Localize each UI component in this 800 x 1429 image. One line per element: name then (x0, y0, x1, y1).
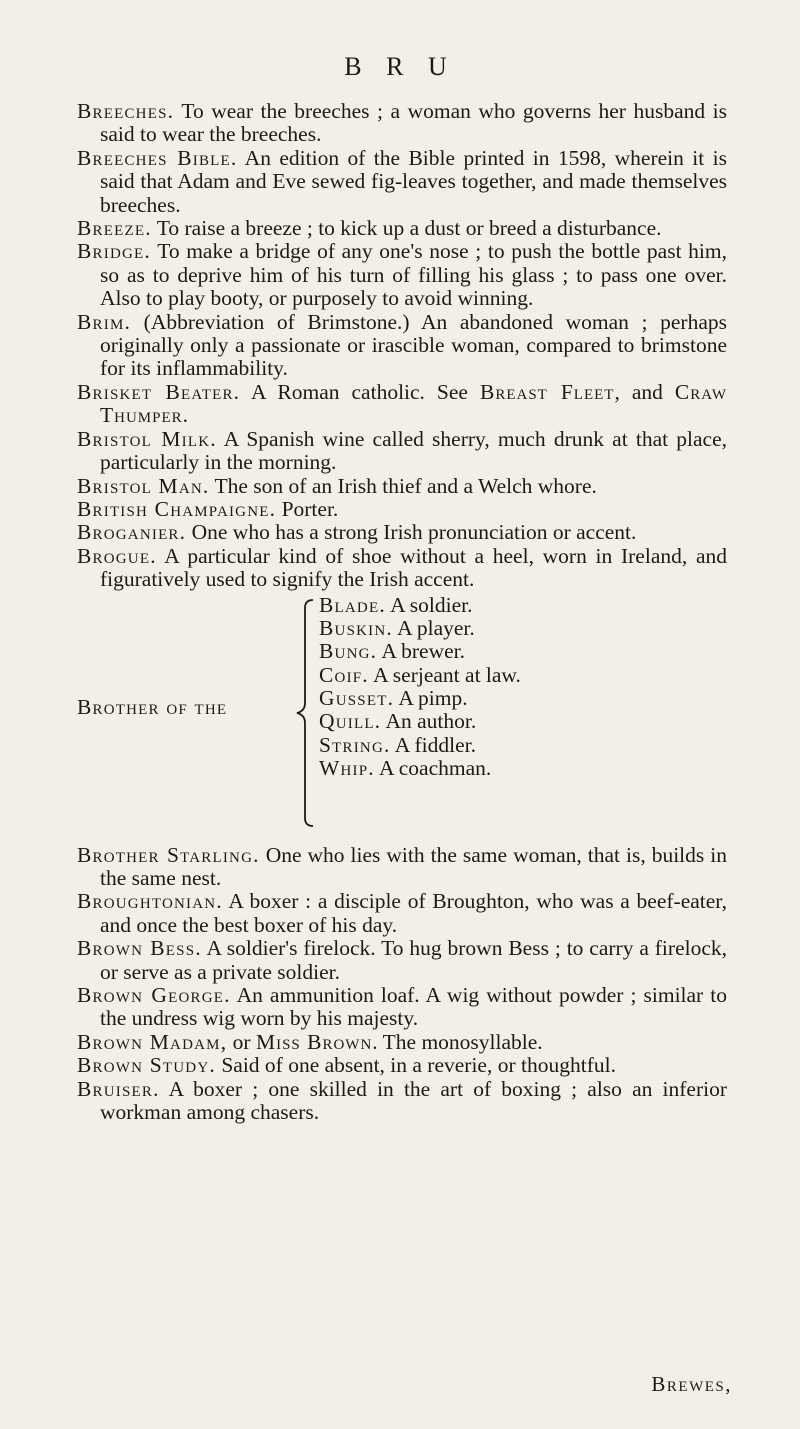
headword: Brim. (77, 309, 132, 334)
brace-word: Whip. (319, 756, 375, 781)
headword: Brown Study. (77, 1053, 216, 1078)
entry-british-champaigne (77, 498, 727, 521)
brace-word: Coif. (319, 662, 369, 687)
definition-connector: , and (614, 379, 675, 404)
entry-bridge (77, 240, 727, 310)
definition: To make a bridge of any one's nose ; to push the bottle past him, so as to deprive him of his turn of filling his glass ; to pass one over. Also to play booty, or purposely to avoid winning. (100, 239, 727, 311)
brace-definition: A fiddler. (390, 732, 476, 757)
definition: A particular kind of shoe without a heel, worn in Ireland, and figuratively used to signify the Irish accent. (100, 543, 727, 592)
entry-breeze (77, 217, 727, 240)
headword: Brown Bess. (77, 936, 202, 961)
brace-definition: A player. (392, 615, 475, 640)
definition: A soldier's firelock. To hug brown Bess ; to carry a firelock, or serve as a private soldier. (100, 936, 727, 984)
headword: Bristol Man. (77, 473, 210, 498)
headword: Brogue. (77, 543, 157, 568)
definition: One who has a strong Irish pronunciation or accent. (186, 520, 637, 545)
brace-definition: A coachman. (374, 756, 492, 781)
headword: Brisket Beater. (77, 379, 241, 404)
entry-bristol-man (77, 475, 727, 498)
entry-bruiser (77, 1078, 727, 1125)
entry-brisket-beater (77, 381, 727, 428)
catchword: Brewes, (651, 1372, 732, 1396)
entry-brown-study (77, 1054, 727, 1077)
entry-brother-starling (77, 844, 727, 891)
brace-word: Gusset. (319, 686, 395, 711)
brother-of-the-label: Brother of the (77, 694, 228, 719)
entry-broganier (77, 521, 727, 544)
entry-brown-madam (77, 1031, 727, 1054)
entry-brogue (77, 545, 727, 592)
brace-definition: An author. (381, 709, 477, 734)
brace-definition: A serjeant at law. (368, 662, 521, 687)
headword: Brown George. (77, 982, 231, 1007)
definition: A boxer : a disciple of Broughton, who was a beef-eater, and once the best boxer of his day. (100, 889, 727, 937)
brother-of-the-list (319, 594, 739, 781)
brace-word: Buskin. (319, 615, 393, 640)
definition: or (227, 1029, 256, 1054)
headword: Bridge. (77, 239, 151, 264)
definition: A Roman catholic. See (240, 379, 480, 404)
list-item (319, 687, 739, 710)
list-item (319, 710, 739, 733)
headword: Breeches Bible. (77, 145, 238, 170)
definition: (Abbreviation of Brimstone.) An abandoned woman ; perhaps originally only a passionate or irascible woman, compared to brimstone for its inflammability. (100, 309, 727, 381)
headword: Brown Madam, (77, 1029, 228, 1054)
headword: Breeches. (77, 99, 175, 123)
cross-reference: Miss Brown (255, 1029, 373, 1054)
headword: Broughtonian. (77, 889, 223, 914)
brace-word: String. (319, 732, 391, 757)
definition: An ammunition loaf. A wig without powder ; similar to the undress wig worn by his majesty. (100, 982, 727, 1031)
definition-end: . (182, 403, 189, 428)
brace-word: Quill. (319, 709, 382, 734)
entry-brown-george (77, 984, 727, 1031)
brother-of-the-block (77, 594, 727, 844)
entry-breeches (77, 100, 727, 147)
headword: Breeze. (77, 216, 152, 241)
list-item (319, 734, 739, 757)
definition-end: . The monosyllable. (372, 1029, 543, 1054)
definition: One who lies with the same woman, that is, builds in the same nest. (100, 842, 727, 890)
definition: The son of an Irish thief and a Welch whore. (209, 473, 597, 498)
entry-breeches-bible (77, 147, 727, 217)
list-item (319, 664, 739, 687)
cross-reference: Breast Fleet (479, 379, 615, 404)
definition: To wear the breeches ; a woman who governs her husband is said to wear the breeches. (100, 99, 727, 147)
running-head: B R U (344, 52, 456, 81)
brace-definition: A soldier. (385, 592, 473, 617)
list-item (319, 757, 739, 780)
entry-brim (77, 311, 727, 381)
headword: Bristol Milk. (77, 426, 217, 451)
curly-brace-icon (293, 598, 317, 828)
brace-word: Blade. (319, 592, 386, 617)
list-item (319, 594, 739, 617)
headword: Bruiser. (77, 1076, 160, 1101)
definition: A Spanish wine called sherry, much drunk at that place, particularly in the morning. (100, 426, 727, 475)
definition: An edition of the Bible printed in 1598, wherein it is said that Adam and Eve sewed fig-leaves together, and made themselves breeches. (100, 145, 727, 217)
headword: Brother Starling. (77, 842, 260, 867)
definition: Porter. (276, 496, 339, 521)
list-item (319, 617, 739, 640)
brace-definition: A pimp. (394, 686, 468, 711)
cross-reference: Craw Thumper (100, 379, 728, 428)
definition: To raise a breeze ; to kick up a dust or breed a disturbance. (151, 216, 662, 241)
entry-brown-bess (77, 937, 727, 984)
brace-word: Bung. (319, 639, 378, 664)
dictionary-entries (77, 100, 727, 1124)
headword: British Champaigne. (77, 496, 277, 521)
entry-bristol-milk (77, 428, 727, 475)
brace-definition: A brewer. (377, 639, 465, 664)
entry-broughtonian (77, 890, 727, 937)
headword: Broganier. (77, 520, 187, 545)
list-item (319, 640, 739, 663)
definition: A boxer ; one skilled in the art of boxing ; also an inferior workman among chasers. (100, 1076, 727, 1124)
definition: Said of one absent, in a reverie, or thoughtful. (215, 1053, 616, 1078)
